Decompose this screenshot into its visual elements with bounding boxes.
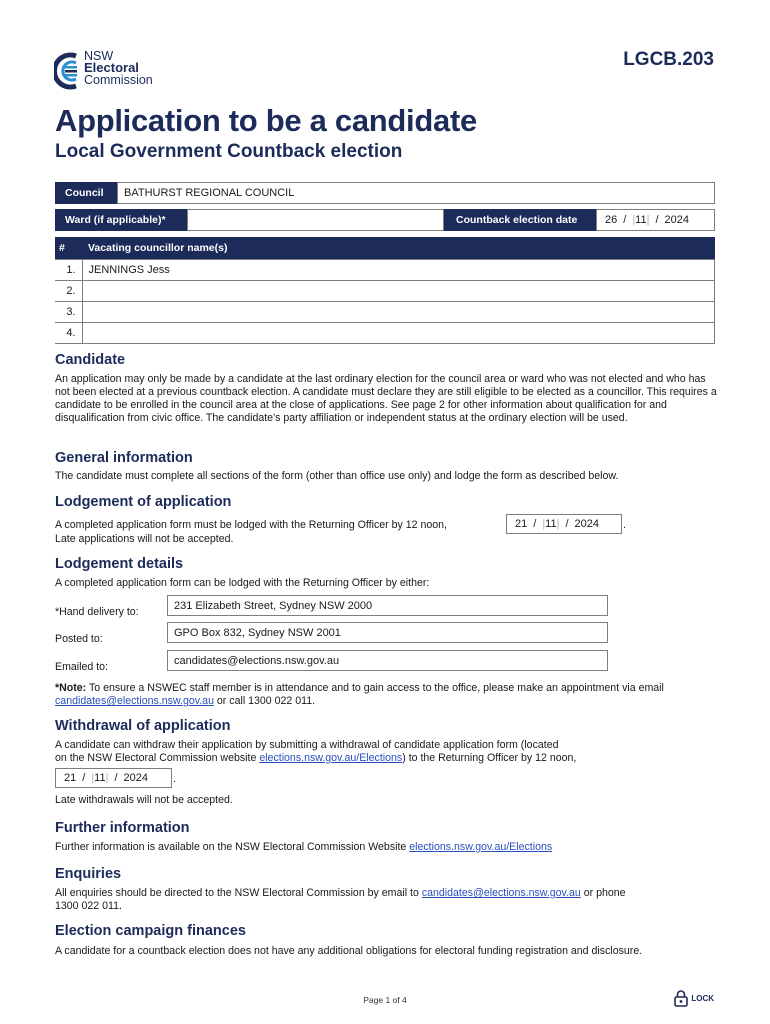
logo-line-2: Electoral [84,60,139,75]
lodgement-details-intro: A completed application form can be lodged with the Returning Officer by either: [55,577,430,589]
row-number: 1. [55,259,82,280]
vacating-name-field[interactable]: JENNINGS Jess [82,259,715,280]
withdrawal-date-year: 2024 [123,772,148,784]
lodgement-text-1: A completed application form must be lodged with the Returning Officer by 12 noon, [55,519,447,531]
row-number: 4. [55,322,82,343]
withdrawal-text-3: Late withdrawals will not be accepted. [55,794,233,806]
countback-date-label: Countback election date [444,209,596,231]
enquiries-heading: Enquiries [55,866,122,882]
enquiries-body: All enquiries should be directed to the NSW Electoral Commission by email to [55,887,422,899]
page-number: Page 1 of 4 [363,995,407,1005]
withdrawal-text-2a: on the NSW Electoral Commission website [55,752,260,764]
candidate-heading: Candidate [55,352,126,368]
finances-text: A candidate for a countback election does not have any additional obligations for electoral funding registration and disclosure. [55,945,643,957]
withdrawal-text-1: A candidate can withdraw their application by submitting a withdrawal of candidate application form (located [55,739,559,751]
hand-delivery-field[interactable]: 231 Elizabeth Street, Sydney NSW 2000 [167,595,608,616]
lodgement-text-2: Late applications will not be accepted. [55,533,234,545]
form-code: LGCB.203 [623,49,714,70]
general-info-text: The candidate must complete all sections of the form (other than office use only) and lodge the form as described below. [55,470,619,482]
page-subtitle: Local Government Countback election [55,141,403,162]
table-row [55,322,715,343]
nswec-logo [54,50,174,90]
countback-date-month: 11 [635,214,647,226]
logo-line-1: NSW [84,49,114,63]
withdrawal-period: . [173,773,176,785]
ward-label: Ward (if applicable)* [55,209,187,231]
withdrawal-date-month: 11 [94,772,106,784]
row-number: 2. [55,280,82,301]
lodgement-date-year: 2024 [574,518,599,530]
council-row [55,182,715,204]
withdrawal-date-field[interactable]: 21 / | 11 | / 2024 [55,768,172,788]
lodgement-date-field[interactable]: 21 / | 11 | / 2024 [506,514,622,534]
hand-delivery-label: *Hand delivery to: [55,606,139,618]
countback-date-day: 26 [605,214,618,226]
logo-line-3: Commission [84,73,153,87]
ward-field[interactable] [187,209,444,231]
nswec-logo-mark-icon [54,52,80,90]
withdrawal-date-day: 21 [64,772,77,784]
general-info-heading: General information [55,450,193,466]
withdrawal-heading: Withdrawal of application [55,718,231,734]
emailed-field[interactable]: candidates@elections.nsw.gov.au [167,650,608,671]
posted-field[interactable]: GPO Box 832, Sydney NSW 2001 [167,622,608,643]
vacating-name-field[interactable] [82,301,715,322]
enquiries-email-link[interactable]: candidates@elections.nsw.gov.au [421,887,581,899]
countback-date-field[interactable]: 26 / | 11 | / 2024 [596,209,715,231]
lodgement-date-month: 11 [545,518,557,530]
note-tail: or call 1300 022 011. [213,695,316,707]
note-bold-label: *Note: [55,682,87,694]
note-text: To ensure a NSWEC staff member is in attendance and to gain access to the office, please make an appointment via email [86,682,664,694]
candidate-text: An application may only be made by a candidate at the last ordinary election for the council area or ward who was not elected and who has not been elected at a previous countback election. A candidate must declare they are still eligible to be elected as a councillor. This requires a candidate to be enrolled in the council area at the close of applications. See page 2 for other information about qualification for and disqualification from civic office. The candidate's party affiliation or independent status at the ordinary election will be used. [55,373,717,424]
table-row [55,301,715,322]
nswec-logo-text [84,50,153,86]
lodgement-date-day: 21 [515,518,528,530]
table-row [55,280,715,301]
vacating-name-field[interactable] [82,322,715,343]
finances-heading: Election campaign finances [55,923,246,939]
lodgement-period: . [623,519,626,531]
vacating-councillor-table [55,237,715,344]
enquiries-phone-prefix: or phone [580,887,626,899]
row-number: 3. [55,301,82,322]
further-info-body: Further information is available on the NSW Electoral Commission Website [55,841,410,853]
table-row [55,259,715,280]
lodgement-details-heading: Lodgement details [55,556,184,572]
lock-button[interactable] [674,990,714,1007]
vacating-name-field[interactable] [82,280,715,301]
further-info-text [55,841,717,854]
lock-icon [674,990,688,1007]
note-email-link[interactable]: candidates@elections.nsw.gov.au [55,695,214,707]
lodgement-note [55,682,717,708]
further-info-heading: Further information [55,820,190,836]
countback-date-year: 2024 [664,214,689,226]
withdrawal-text-2 [55,752,717,765]
enquiries-text [55,887,717,913]
council-field[interactable]: BATHURST REGIONAL COUNCIL [117,182,715,204]
enquiries-phone: 1300 022 011. [55,900,122,912]
lodgement-heading: Lodgement of application [55,494,232,510]
page-title: Application to be a candidate [55,103,477,138]
col-vacating-name: Vacating councillor name(s) [82,237,715,259]
posted-label: Posted to: [55,633,103,645]
withdrawal-text-2b: ) to the Returning Officer by 12 noon, [402,752,577,764]
withdrawal-elections-link[interactable]: elections.nsw.gov.au/Elections [259,752,403,764]
ward-row [55,209,715,231]
council-label: Council [55,182,117,204]
lock-label: LOCK [691,994,714,1003]
emailed-label: Emailed to: [55,661,108,673]
further-info-link[interactable]: elections.nsw.gov.au/Elections [409,841,553,853]
col-hash: # [55,237,82,259]
